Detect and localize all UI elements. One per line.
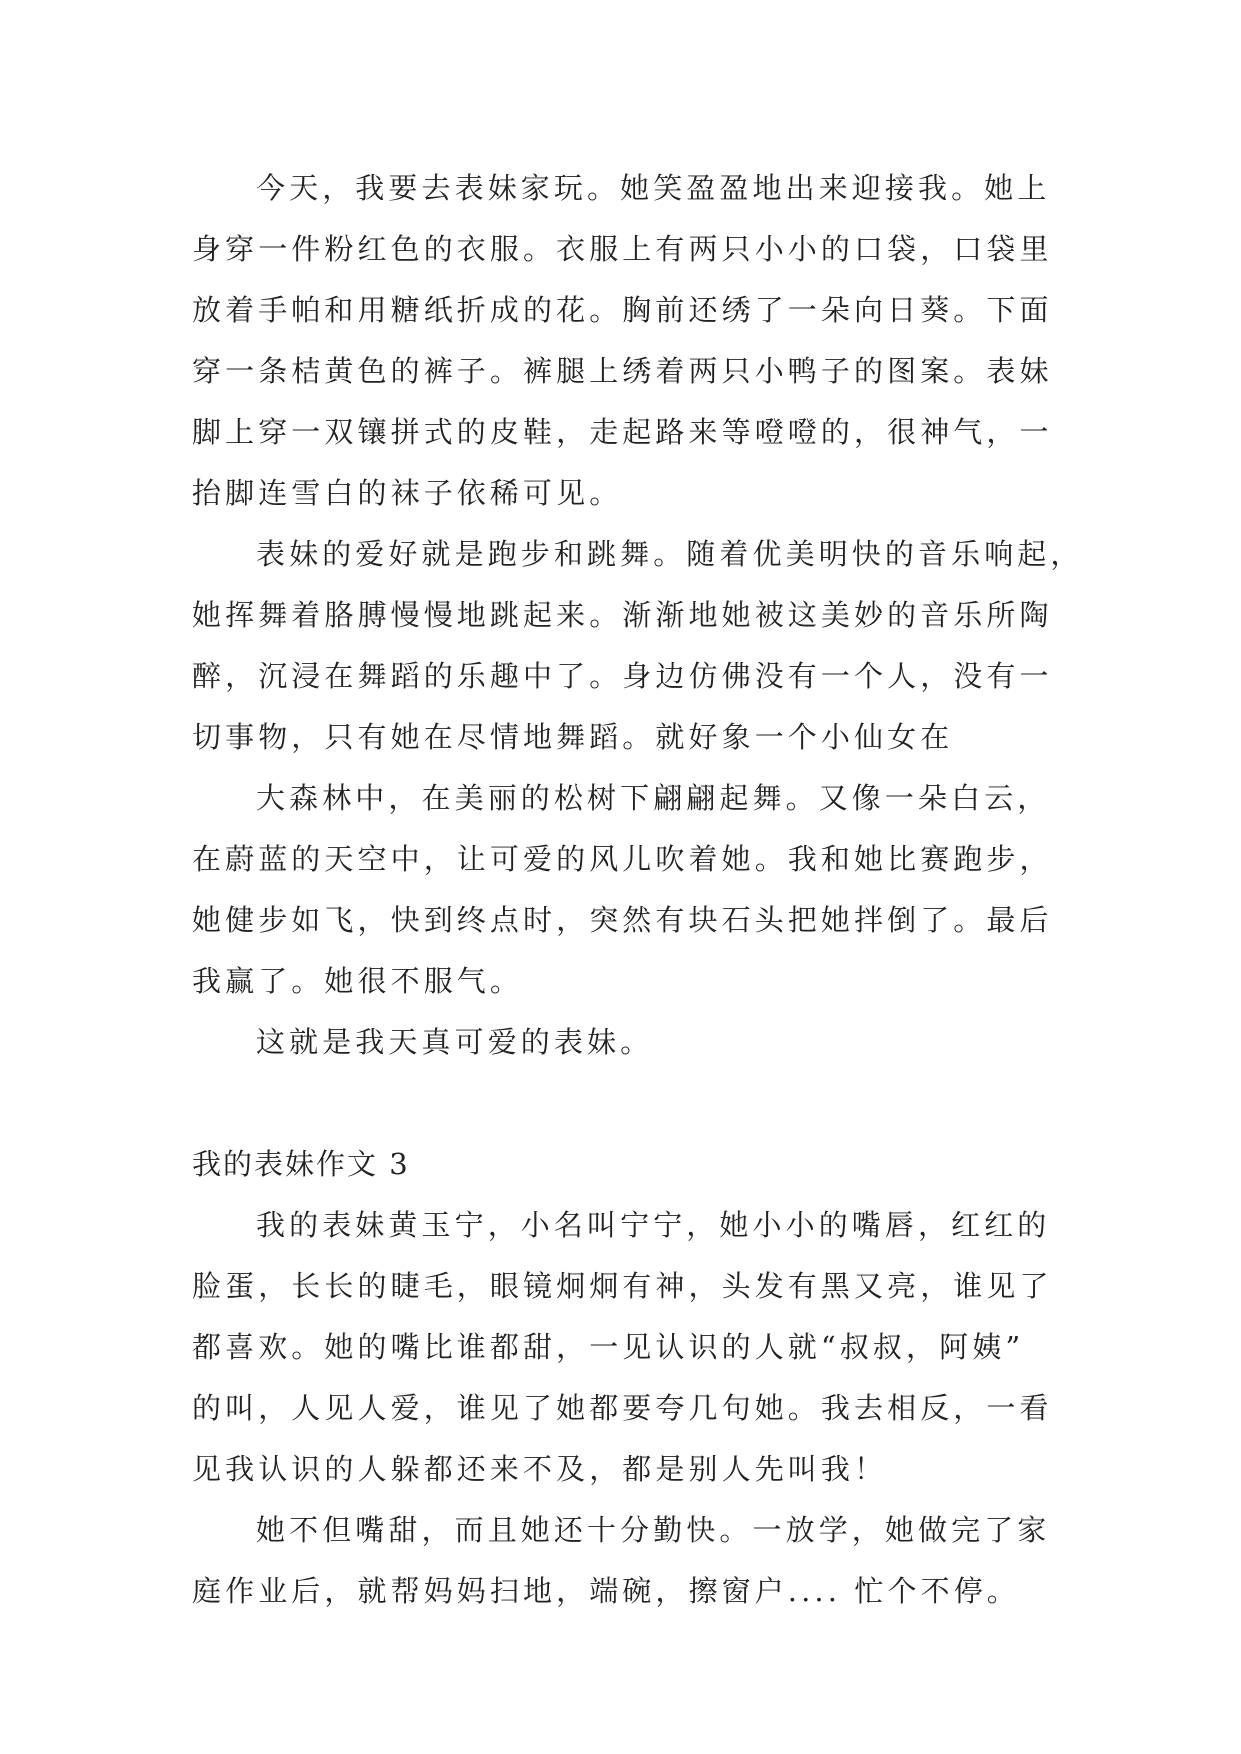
text-line: 身穿一件粉红色的衣服。衣服上有两只小小的口袋，口袋里 [192, 232, 1053, 266]
paragraph [192, 768, 1072, 1012]
text-line: 穿一条桔黄色的裤子。裤腿上绣着两只小鸭子的图案。表妹 [192, 354, 1053, 388]
paragraph [192, 524, 1084, 768]
text-line: 这就是我天真可爱的表妹。 [256, 1025, 654, 1059]
text-line: 庭作业后，就帮妈妈扫地，端碗，擦窗户.... 忙个不停。 [192, 1574, 1020, 1608]
text-line: 在蔚蓝的天空中，让可爱的风儿吹着她。我和她比赛跑步， [192, 842, 1053, 876]
text-line: 我的表妹黄玉宁，小名叫宁宁，她小小的嘴唇，红红的 [256, 1208, 1051, 1242]
text-line: 的叫，人见人爱，谁见了她都要夸几句她。我去相反，一看 [192, 1391, 1053, 1425]
section-title: 我的表妹作文 3 [192, 1147, 410, 1181]
text-line: 抬脚连雪白的袜子依稀可见。 [192, 476, 623, 510]
text-line: 见我认识的人躲都还来不及，都是别人先叫我！ [192, 1452, 888, 1486]
text-line: 她不但嘴甜，而且她还十分勤快。一放学，她做完了家 [256, 1513, 1051, 1547]
text-column [192, 158, 1084, 1622]
text-line: 大森林中，在美丽的松树下翩翩起舞。又像一朵白云， [256, 781, 1051, 815]
text-line: 脸蛋，长长的睫毛，眼镜炯炯有神，头发有黑又亮，谁见了 [192, 1269, 1053, 1303]
text-line: 都喜欢。她的嘴比谁都甜，一见认识的人就“叔叔，阿姨” [192, 1330, 1025, 1364]
paragraph [192, 1500, 1072, 1622]
blank-line [192, 1073, 1072, 1134]
text-line: 放着手帕和用糖纸折成的花。胸前还绣了一朵向日葵。下面 [192, 293, 1053, 327]
text-line: 她挥舞着胳膊慢慢地跳起来。渐渐地她被这美妙的音乐所陶 [192, 598, 1053, 632]
paragraph [192, 1195, 1072, 1500]
text-line: 脚上穿一双镶拼式的皮鞋，走起路来等噔噔的，很神气，一 [192, 415, 1053, 449]
text-line: 切事物，只有她在尽情地舞蹈。就好象一个小仙女在 [192, 720, 954, 754]
paragraph [192, 1012, 1072, 1073]
paragraph [192, 158, 1072, 524]
text-line: 我赢了。她很不服气。 [192, 964, 524, 998]
text-line: 表妹的爱好就是跑步和跳舞。随着优美明快的音乐响起， [256, 537, 1084, 571]
text-line: 她健步如飞，快到终点时，突然有块石头把她拌倒了。最后 [192, 903, 1053, 937]
text-line: 今天，我要去表妹家玩。她笑盈盈地出来迎接我。她上 [256, 171, 1051, 205]
text-line: 醉，沉浸在舞蹈的乐趣中了。身边仿佛没有一个人，没有一 [192, 659, 1053, 693]
